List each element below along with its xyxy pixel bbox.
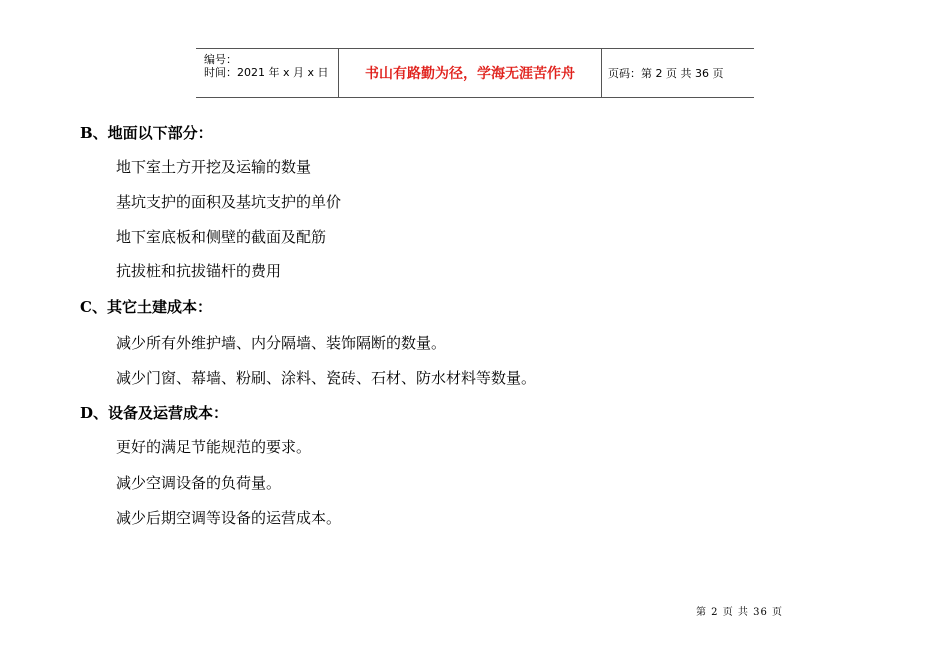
header-meta	[204, 53, 329, 79]
list-item: 减少后期空调等设备的运营成本。	[116, 509, 342, 527]
document-time: 时间：2021 年 x 月 x 日	[204, 66, 329, 79]
list-item: 减少门窗、幕墙、粉刷、涂料、瓷砖、石材、防水材料等数量。	[116, 369, 537, 387]
footer-page-number: 第 2 页 共 36 页	[696, 607, 783, 618]
list-item: 更好的满足节能规范的要求。	[116, 438, 312, 456]
list-item: 减少空调设备的负荷量。	[116, 474, 282, 492]
header-motto: 书山有路勤为径，学海无涯苦作舟	[365, 66, 575, 82]
list-item: 地下室土方开挖及运输的数量	[116, 158, 312, 176]
list-item: 地下室底板和侧壁的截面及配筋	[116, 228, 327, 246]
section-title-b: B、地面以下部分：	[80, 124, 213, 142]
list-item: 减少所有外维护墙、内分隔墙、装饰隔断的数量。	[116, 334, 447, 352]
section-title-c: C、其它土建成本：	[80, 298, 212, 316]
header-page-info: 页码：第 2 页 共 36 页	[608, 67, 724, 80]
page-header	[196, 48, 754, 98]
header-divider	[601, 49, 602, 97]
list-item: 基坑支护的面积及基坑支护的单价	[116, 193, 342, 211]
list-item: 抗拔桩和抗拔锚杆的费用	[116, 262, 282, 280]
section-title-d: D、设备及运营成本：	[80, 404, 229, 422]
document-number-label: 编号：	[204, 53, 237, 66]
